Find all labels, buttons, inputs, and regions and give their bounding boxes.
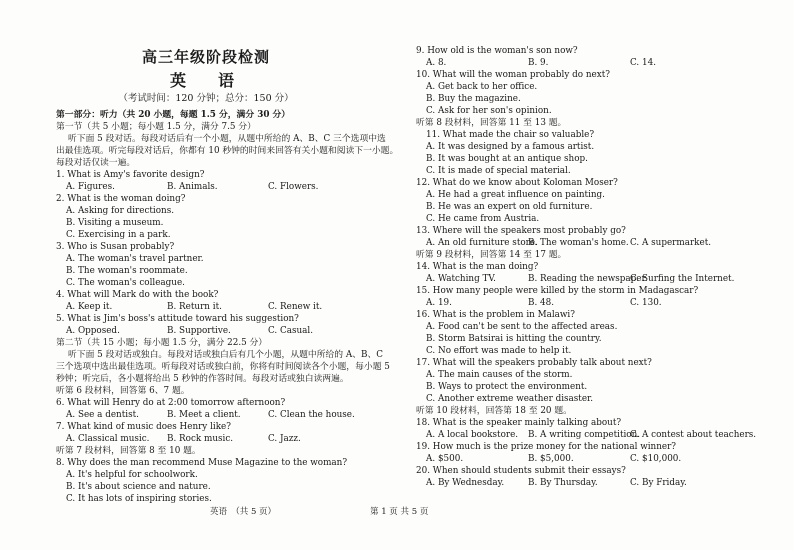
question-16-option-c: C. No effort was made to help it. [426,346,572,356]
question-6-stem: 6. What will Henry do at 2:00 tomorrow afternoon? [56,398,286,408]
question-4-option-c: C. Renew it. [268,302,323,312]
question-5-option-c: C. Casual. [268,326,314,336]
question-12-option-b: B. He was an expert on old furniture. [426,202,593,212]
material-10-note: 听第 10 段材料，回答第 18 至 20 题。 [416,406,572,416]
question-7-option-c: C. Jazz. [268,434,301,444]
question-10-option-a: A. Get back to her office. [426,82,538,92]
part1-heading: 第一部分：听力（共 20 小题，每题 1.5 分，满分 30 分） [56,110,291,120]
question-20-option-a: A. By Wednesday. [426,478,505,488]
exam-title: 高三年级阶段检测 [141,48,270,66]
question-9-option-c: C. 14. [630,58,656,68]
question-2-option-a: A. Asking for directions. [66,206,175,216]
material-7-note: 听第 7 段材料，回答第 8 至 10 题。 [56,446,201,456]
section1-instructions-1: 听下面 5 段对话。每段对话后有一个小题，从题中所给的 A、B、C 三个选项中选 [68,134,386,144]
question-13-stem: 13. Where will the speakers most probably go? [416,226,626,236]
question-16-option-a: A. Food can't be sent to the affected areas. [426,322,618,332]
question-15-option-a: A. 19. [426,298,452,308]
question-7-stem: 7. What kind of music does Henry like? [56,422,231,432]
question-9-option-b: B. 9. [528,58,549,68]
question-7-option-b: B. Rock music. [167,434,234,444]
question-17-option-c: C. Another extreme weather disaster. [426,394,594,404]
question-17-option-a: A. The main causes of the storm. [426,370,573,380]
question-6-option-b: B. Meet a client. [167,410,241,420]
question-1-stem: 1. What is Amy's favorite design? [56,170,205,180]
question-13-option-b: B. The woman's home. [528,238,629,248]
section2-instructions-2: 三个选项中选出最佳选项。听每段对话或独白前，你将有时间阅读各个小题，每小题 5 [56,362,390,372]
question-6-option-c: C. Clean the house. [268,410,355,420]
question-18-option-c: C. A contest about teachers. [630,430,757,440]
question-1-option-c: C. Flowers. [268,182,319,192]
question-11-option-a: A. It was designed by a famous artist. [426,142,595,152]
question-2-option-c: C. Exercising in a park. [66,230,171,240]
question-19-stem: 19. How much is the prize money for the national winner? [416,442,676,452]
question-15-stem: 15. How many people were killed by the storm in Madagascar? [416,286,699,296]
question-11-stem: 11. What made the chair so valuable? [426,130,595,140]
question-19-option-b: B. $5,000. [528,454,574,464]
section2-instructions-3: 秒钟；听完后，各小题将给出 5 秒钟的作答时间。每段对话或独白读两遍。 [56,374,349,384]
question-13-option-a: A. An old furniture store. [426,238,538,248]
question-16-stem: 16. What is the problem in Malawi? [416,310,575,320]
question-20-option-c: C. By Friday. [630,478,687,488]
question-4-option-a: A. Keep it. [66,302,113,312]
section1-instructions-3: 每段对话仅读一遍。 [56,158,136,168]
question-20-stem: 20. When should students submit their essays? [416,466,626,476]
question-4-option-b: B. Return it. [167,302,222,312]
question-8-option-c: C. It has lots of inspiring stories. [66,494,212,504]
question-3-option-c: C. The woman's colleague. [66,278,185,288]
question-14-option-a: A. Watching TV. [426,274,496,284]
question-12-stem: 12. What do we know about Koloman Moser? [416,178,618,188]
question-15-option-b: B. 48. [528,298,555,308]
question-17-option-b: B. Ways to protect the environment. [426,382,588,392]
subject-title: 英 语 [169,71,242,90]
question-5-stem: 5. What is Jim's boss's attitude toward his suggestion? [56,314,299,324]
section1-instructions-2: 出最佳选项。听完每段对话后，你都有 10 秒钟的时间来回答有关小题和阅读下一小题。 [56,146,399,156]
question-11-option-c: C. It is made of special material. [426,166,571,176]
question-10-option-c: C. Ask for her son's opinion. [426,106,552,116]
question-7-option-a: A. Classical music. [66,434,150,444]
footer-left: 英语 （共 5 页） [210,507,277,517]
question-17-stem: 17. What will the speakers probably talk about next? [416,358,652,368]
question-18-option-b: B. A writing competition. [528,430,641,440]
question-2-option-b: B. Visiting a museum. [66,218,164,228]
material-6-note: 听第 6 段材料，回答第 6、7 题。 [56,386,190,396]
question-10-stem: 10. What will the woman probably do next? [416,70,610,80]
question-4-stem: 4. What will Mark do with the book? [56,290,219,300]
question-19-option-c: C. $10,000. [630,454,682,464]
question-11-option-b: B. It was bought at an antique shop. [426,154,588,164]
question-5-option-b: B. Supportive. [167,326,231,336]
question-12-option-c: C. He came from Austria. [426,214,540,224]
question-1-option-a: A. Figures. [66,182,115,192]
question-19-option-a: A. $500. [426,454,464,464]
question-5-option-a: A. Opposed. [66,326,120,336]
question-9-option-a: A. 8. [426,58,447,68]
question-3-option-b: B. The woman's roommate. [66,266,188,276]
question-18-stem: 18. What is the speaker mainly talking about? [416,418,622,428]
question-20-option-b: B. By Thursday. [528,478,598,488]
question-12-option-a: A. He had a great influence on painting. [426,190,605,200]
question-14-stem: 14. What is the man doing? [416,262,539,272]
question-15-option-c: C. 130. [630,298,662,308]
section1-heading: 第一节（共 5 小题；每小题 1.5 分，满分 7.5 分） [56,122,256,132]
question-2-stem: 2. What is the woman doing? [56,194,186,204]
question-10-option-b: B. Buy the magazine. [426,94,521,104]
question-16-option-b: B. Storm Batsirai is hitting the country. [426,334,602,344]
question-3-option-a: A. The woman's travel partner. [66,254,204,264]
section2-instructions-1: 听下面 5 段对话或独白。每段对话或独白后有几个小题，从题中所给的 A、B、C [68,350,384,360]
exam-info: （考试时间：120 分钟；总分：150 分） [118,93,294,104]
section2-heading: 第二节（共 15 小题；每小题 1.5 分，满分 22.5 分） [56,338,268,348]
footer-page-number: 第 1 页 共 5 页 [370,507,429,517]
material-9-note: 听第 9 段材料，回答第 14 至 17 题。 [416,250,567,260]
question-8-option-b: B. It's about science and nature. [66,482,211,492]
question-8-stem: 8. Why does the man recommend Muse Magazine to the woman? [56,458,348,468]
question-14-option-c: C. Surfing the Internet. [630,274,735,284]
question-6-option-a: A. See a dentist. [66,410,139,420]
question-1-option-b: B. Animals. [167,182,218,192]
question-18-option-a: A. A local bookstore. [426,430,519,440]
question-9-stem: 9. How old is the woman's son now? [416,46,578,56]
question-13-option-c: C. A supermarket. [630,238,712,248]
question-14-option-b: B. Reading the newspaper. [528,274,648,284]
question-8-option-a: A. It's helpful for schoolwork. [66,470,198,480]
question-3-stem: 3. Who is Susan probably? [56,242,175,252]
material-8-note: 听第 8 段材料，回答第 11 至 13 题。 [416,118,567,128]
